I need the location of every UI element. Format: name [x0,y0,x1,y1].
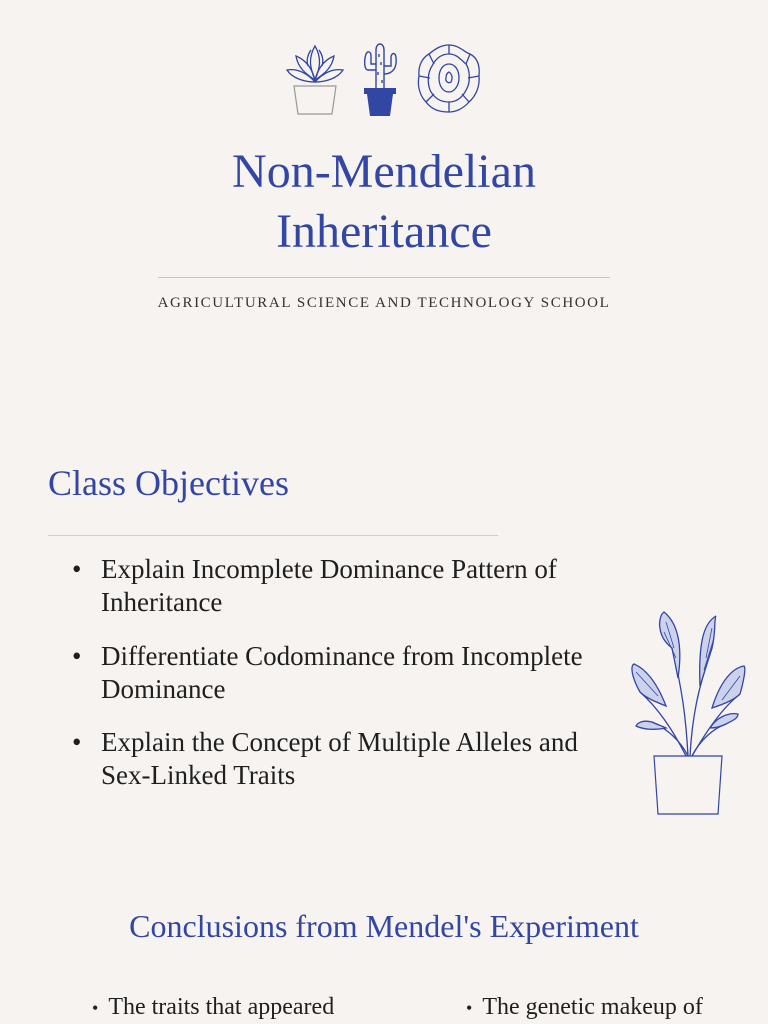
conclusion-text: The traits that appeared [108,994,335,1020]
objectives-heading: Class Objectives [48,463,289,503]
conclusion-text: The genetic makeup of [482,994,703,1020]
bullet-icon: • [92,997,99,1018]
list-item [72,640,612,706]
objective-text: Differentiate Codominance from Incomplete Dominance [101,641,583,704]
bullet-icon: • [72,554,82,584]
objectives-divider [48,535,498,536]
flower-icon [414,40,484,118]
conclusions-heading: Conclusions from Mendel's Experiment [129,908,639,944]
succulent-pot-icon [284,40,346,118]
bullet-icon: • [72,727,82,757]
objective-text: Explain the Concept of Multiple Alleles and Sex-Linked Traits [101,727,578,790]
list-item [72,726,612,792]
header-illustrations [0,40,768,118]
list-item [466,994,703,1021]
school-subtitle: AGRICULTURAL SCIENCE AND TECHNOLOGY SCHOOL [157,295,611,311]
objective-text: Explain Incomplete Dominance Pattern of Inheritance [101,554,557,617]
objectives-list [72,553,612,813]
potted-plant-icon [626,608,748,818]
bullet-icon: • [72,641,82,671]
list-item [72,553,612,619]
cactus-pot-icon [360,40,400,118]
page-title: Non-Mendelian Inheritance [232,145,536,258]
bullet-icon: • [466,997,473,1018]
title-divider [158,277,610,278]
list-item [92,994,334,1021]
